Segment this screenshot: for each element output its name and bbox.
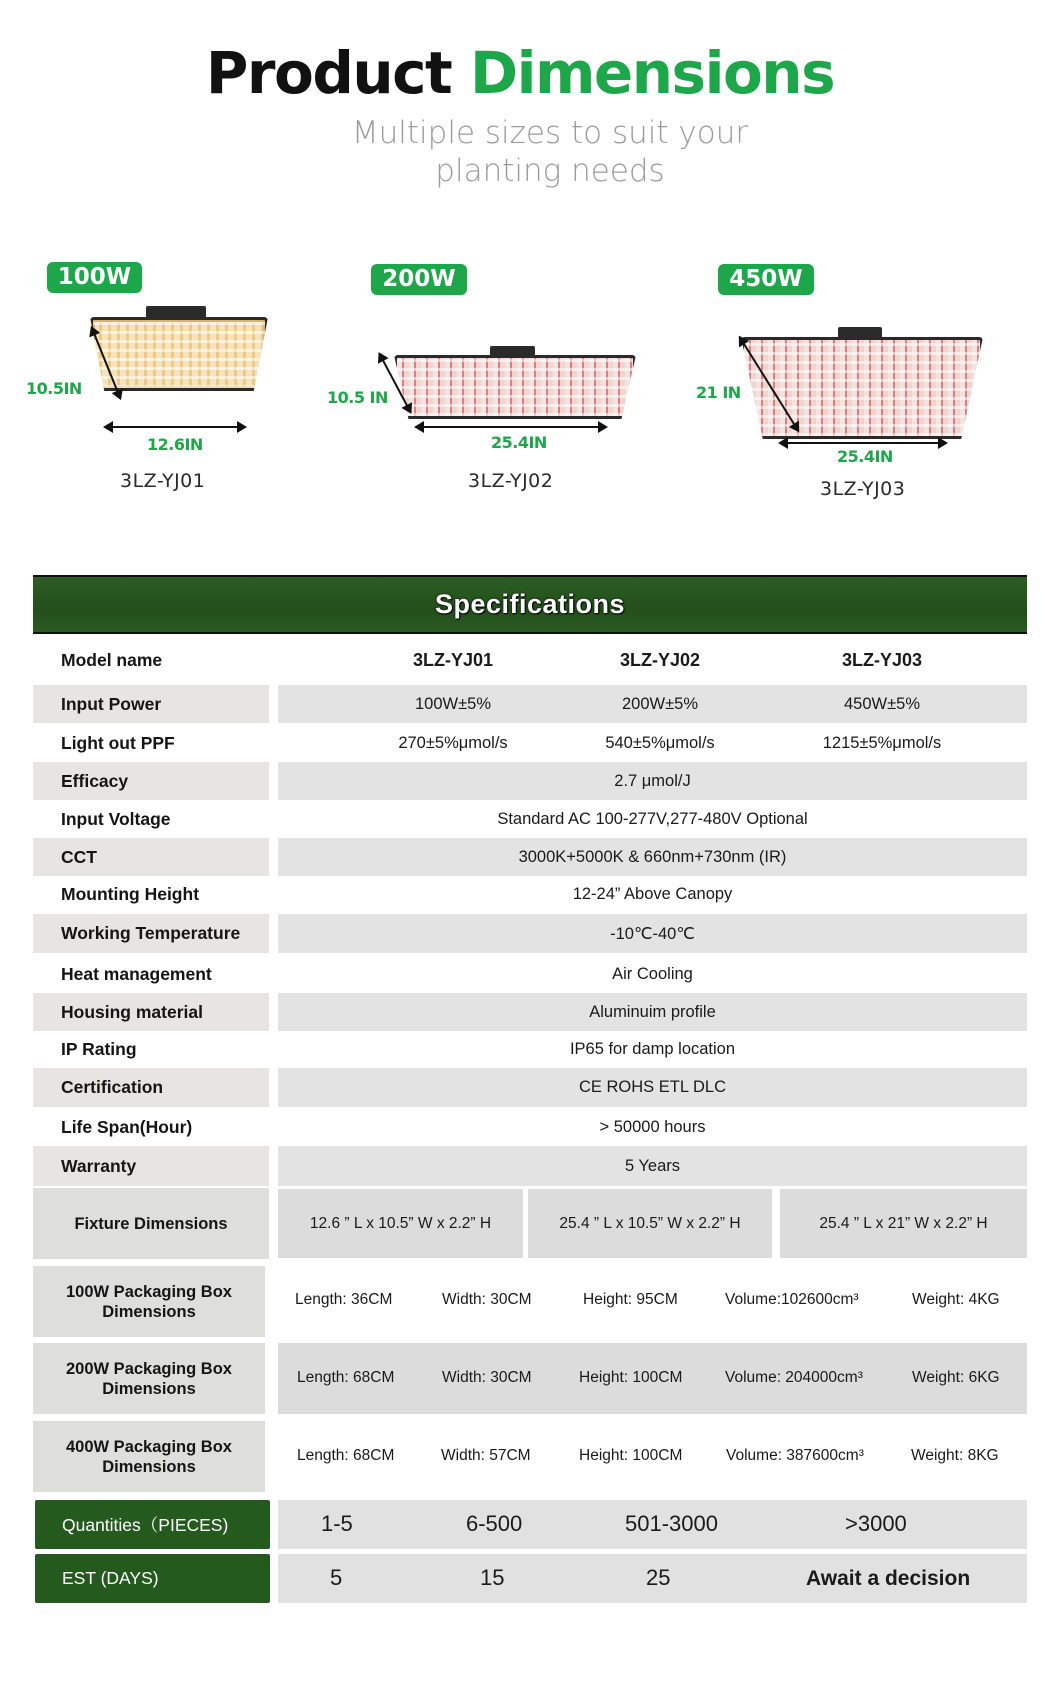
label-ip-rating: IP Rating xyxy=(61,1038,137,1059)
value-cct: 3000K+5000K & 660nm+730nm (IR) xyxy=(278,838,1027,876)
pkg-width: Width: 57CM xyxy=(441,1447,531,1464)
qty-tier: 1-5 xyxy=(321,1511,353,1536)
est-days-value: 5 xyxy=(330,1565,343,1590)
label-certification: Certification xyxy=(33,1068,269,1107)
qty-tier: 6-500 xyxy=(466,1511,523,1536)
label-quantities: Quantities（PIECES) xyxy=(35,1500,270,1549)
row-packaging-100w xyxy=(278,1266,1027,1337)
label-housing-material: Housing material xyxy=(33,993,269,1031)
height-label-200w: 10.5 IN xyxy=(327,388,388,407)
label-efficacy: Efficacy xyxy=(33,762,269,800)
pkg-length: Length: 68CM xyxy=(297,1447,395,1464)
title-product: Product xyxy=(205,39,452,107)
pkg-weight: Weight: 4KG xyxy=(912,1291,1000,1308)
qty-tier: >3000 xyxy=(845,1511,907,1536)
cell: 100W±5% xyxy=(414,694,491,713)
label-line: Dimensions xyxy=(102,1302,196,1321)
row-quantities xyxy=(278,1500,1027,1549)
label-working-temperature: Working Temperature xyxy=(33,914,269,953)
label-est-days: EST (DAYS) xyxy=(35,1554,270,1603)
label-cct: CCT xyxy=(33,838,269,876)
width-arrow xyxy=(416,426,606,428)
label-line: Dimensions xyxy=(102,1457,196,1476)
cell: 1215±5%μmol/s xyxy=(822,733,942,752)
label-line: 100W Packaging Box xyxy=(66,1282,232,1301)
led-panel-red xyxy=(394,355,636,419)
model-label-200w: 3LZ-YJ02 xyxy=(468,470,554,492)
pkg-weight: Weight: 8KG xyxy=(911,1447,999,1464)
pkg-width: Width: 30CM xyxy=(442,1369,532,1386)
model-label-100w: 3LZ-YJ01 xyxy=(120,470,206,492)
page-title xyxy=(0,38,1040,108)
subtitle-line-2: planting needs xyxy=(435,153,665,189)
height-label-100w: 10.5IN xyxy=(26,379,82,398)
label-heat-management: Heat management xyxy=(61,963,212,984)
subtitle xyxy=(0,114,1060,190)
model-yj01: 3LZ-YJ01 xyxy=(412,649,494,670)
cell: 270±5%μmol/s xyxy=(398,733,508,752)
cell: 450W±5% xyxy=(843,694,920,713)
value-mounting-height: 12-24” Above Canopy xyxy=(572,884,733,903)
badge-200w: 200W xyxy=(371,264,467,295)
value-housing-material: Aluminuim profile xyxy=(278,993,1027,1031)
pkg-weight: Weight: 6KG xyxy=(912,1369,1000,1386)
pkg-length: Length: 36CM xyxy=(295,1291,393,1308)
label-line: 400W Packaging Box xyxy=(66,1437,232,1456)
label-input-power: Input Power xyxy=(33,685,269,723)
label-packaging-400w xyxy=(33,1421,265,1492)
label-line: Dimensions xyxy=(102,1379,196,1398)
title-dimensions: Dimensions xyxy=(469,39,835,107)
pkg-volume: Volume: 387600cm³ xyxy=(726,1447,864,1464)
label-warranty: Warranty xyxy=(33,1146,269,1186)
row-input-power xyxy=(278,685,1027,723)
value-input-voltage: Standard AC 100-277V,277-480V Optional xyxy=(497,809,808,828)
pkg-height: Height: 100CM xyxy=(579,1447,683,1464)
fixture-dims-yj01: 12.6 ” L x 10.5” W x 2.2” H xyxy=(278,1189,523,1258)
label-packaging-100w xyxy=(33,1266,265,1337)
label-packaging-200w xyxy=(33,1343,265,1414)
height-label-450w: 21 IN xyxy=(696,383,741,402)
fixture-dims-yj03: 25.4 ” L x 21” W x 2.2” H xyxy=(780,1189,1027,1258)
specifications-header: Specifications xyxy=(33,575,1027,634)
driver-box xyxy=(146,306,206,318)
est-days-value: 25 xyxy=(646,1565,671,1590)
width-arrow xyxy=(780,442,946,444)
fixture-450w-image xyxy=(700,325,1000,465)
cell: 540±5%μmol/s xyxy=(605,733,715,752)
badge-450w: 450W xyxy=(718,264,814,295)
label-input-voltage: Input Voltage xyxy=(61,808,171,829)
fixture-dims-yj02: 25.4 ” L x 10.5” W x 2.2” H xyxy=(528,1189,772,1258)
driver-box xyxy=(490,346,535,356)
width-label-450w: 25.4IN xyxy=(837,447,893,466)
value-heat-management: Air Cooling xyxy=(612,964,693,983)
pkg-length: Length: 68CM xyxy=(297,1369,395,1386)
pkg-volume: Volume:102600cm³ xyxy=(725,1291,859,1308)
model-yj03: 3LZ-YJ03 xyxy=(841,649,923,670)
value-working-temperature: -10℃-40℃ xyxy=(278,914,1027,953)
value-efficacy: 2.7 μmol/J xyxy=(278,762,1027,800)
subtitle-line-1: Multiple sizes to suit your xyxy=(351,115,749,151)
row-packaging-200w xyxy=(278,1343,1027,1414)
label-line: 200W Packaging Box xyxy=(66,1359,232,1378)
cell: 200W±5% xyxy=(621,694,698,713)
row-packaging-400w xyxy=(278,1421,1027,1492)
row-est-days xyxy=(278,1554,1027,1603)
est-days-value: 15 xyxy=(480,1565,505,1590)
row-ppf xyxy=(278,724,1027,762)
model-label-450w: 3LZ-YJ03 xyxy=(820,478,906,500)
pkg-width: Width: 30CM xyxy=(442,1291,532,1308)
width-label-100w: 12.6IN xyxy=(147,435,203,454)
pkg-height: Height: 100CM xyxy=(579,1369,683,1386)
label-model-name: Model name xyxy=(61,649,163,670)
value-life-span: > 50000 hours xyxy=(599,1117,706,1136)
label-fixture-dimensions: Fixture Dimensions xyxy=(33,1188,269,1259)
label-mounting-height: Mounting Height xyxy=(61,883,200,904)
pkg-height: Height: 95CM xyxy=(583,1291,678,1308)
badge-100w: 100W xyxy=(47,262,142,293)
pkg-volume: Volume: 204000cm³ xyxy=(725,1369,863,1386)
led-panel-warm xyxy=(90,317,268,391)
value-ip-rating: IP65 for damp location xyxy=(569,1039,736,1058)
value-warranty: 5 Years xyxy=(278,1146,1027,1186)
label-ppf: Light out PPF xyxy=(61,732,175,753)
model-yj02: 3LZ-YJ02 xyxy=(619,649,701,670)
led-panel-red xyxy=(741,337,983,439)
driver-box xyxy=(838,327,882,338)
width-label-200w: 25.4IN xyxy=(491,433,547,452)
qty-tier: 501-3000 xyxy=(625,1511,718,1536)
value-certification: CE ROHS ETL DLC xyxy=(278,1068,1027,1107)
width-arrow xyxy=(105,426,245,428)
row-model-name xyxy=(278,642,1027,678)
label-life-span: Life Span(Hour) xyxy=(61,1116,193,1137)
est-days-value: Await a decision xyxy=(806,1567,971,1590)
